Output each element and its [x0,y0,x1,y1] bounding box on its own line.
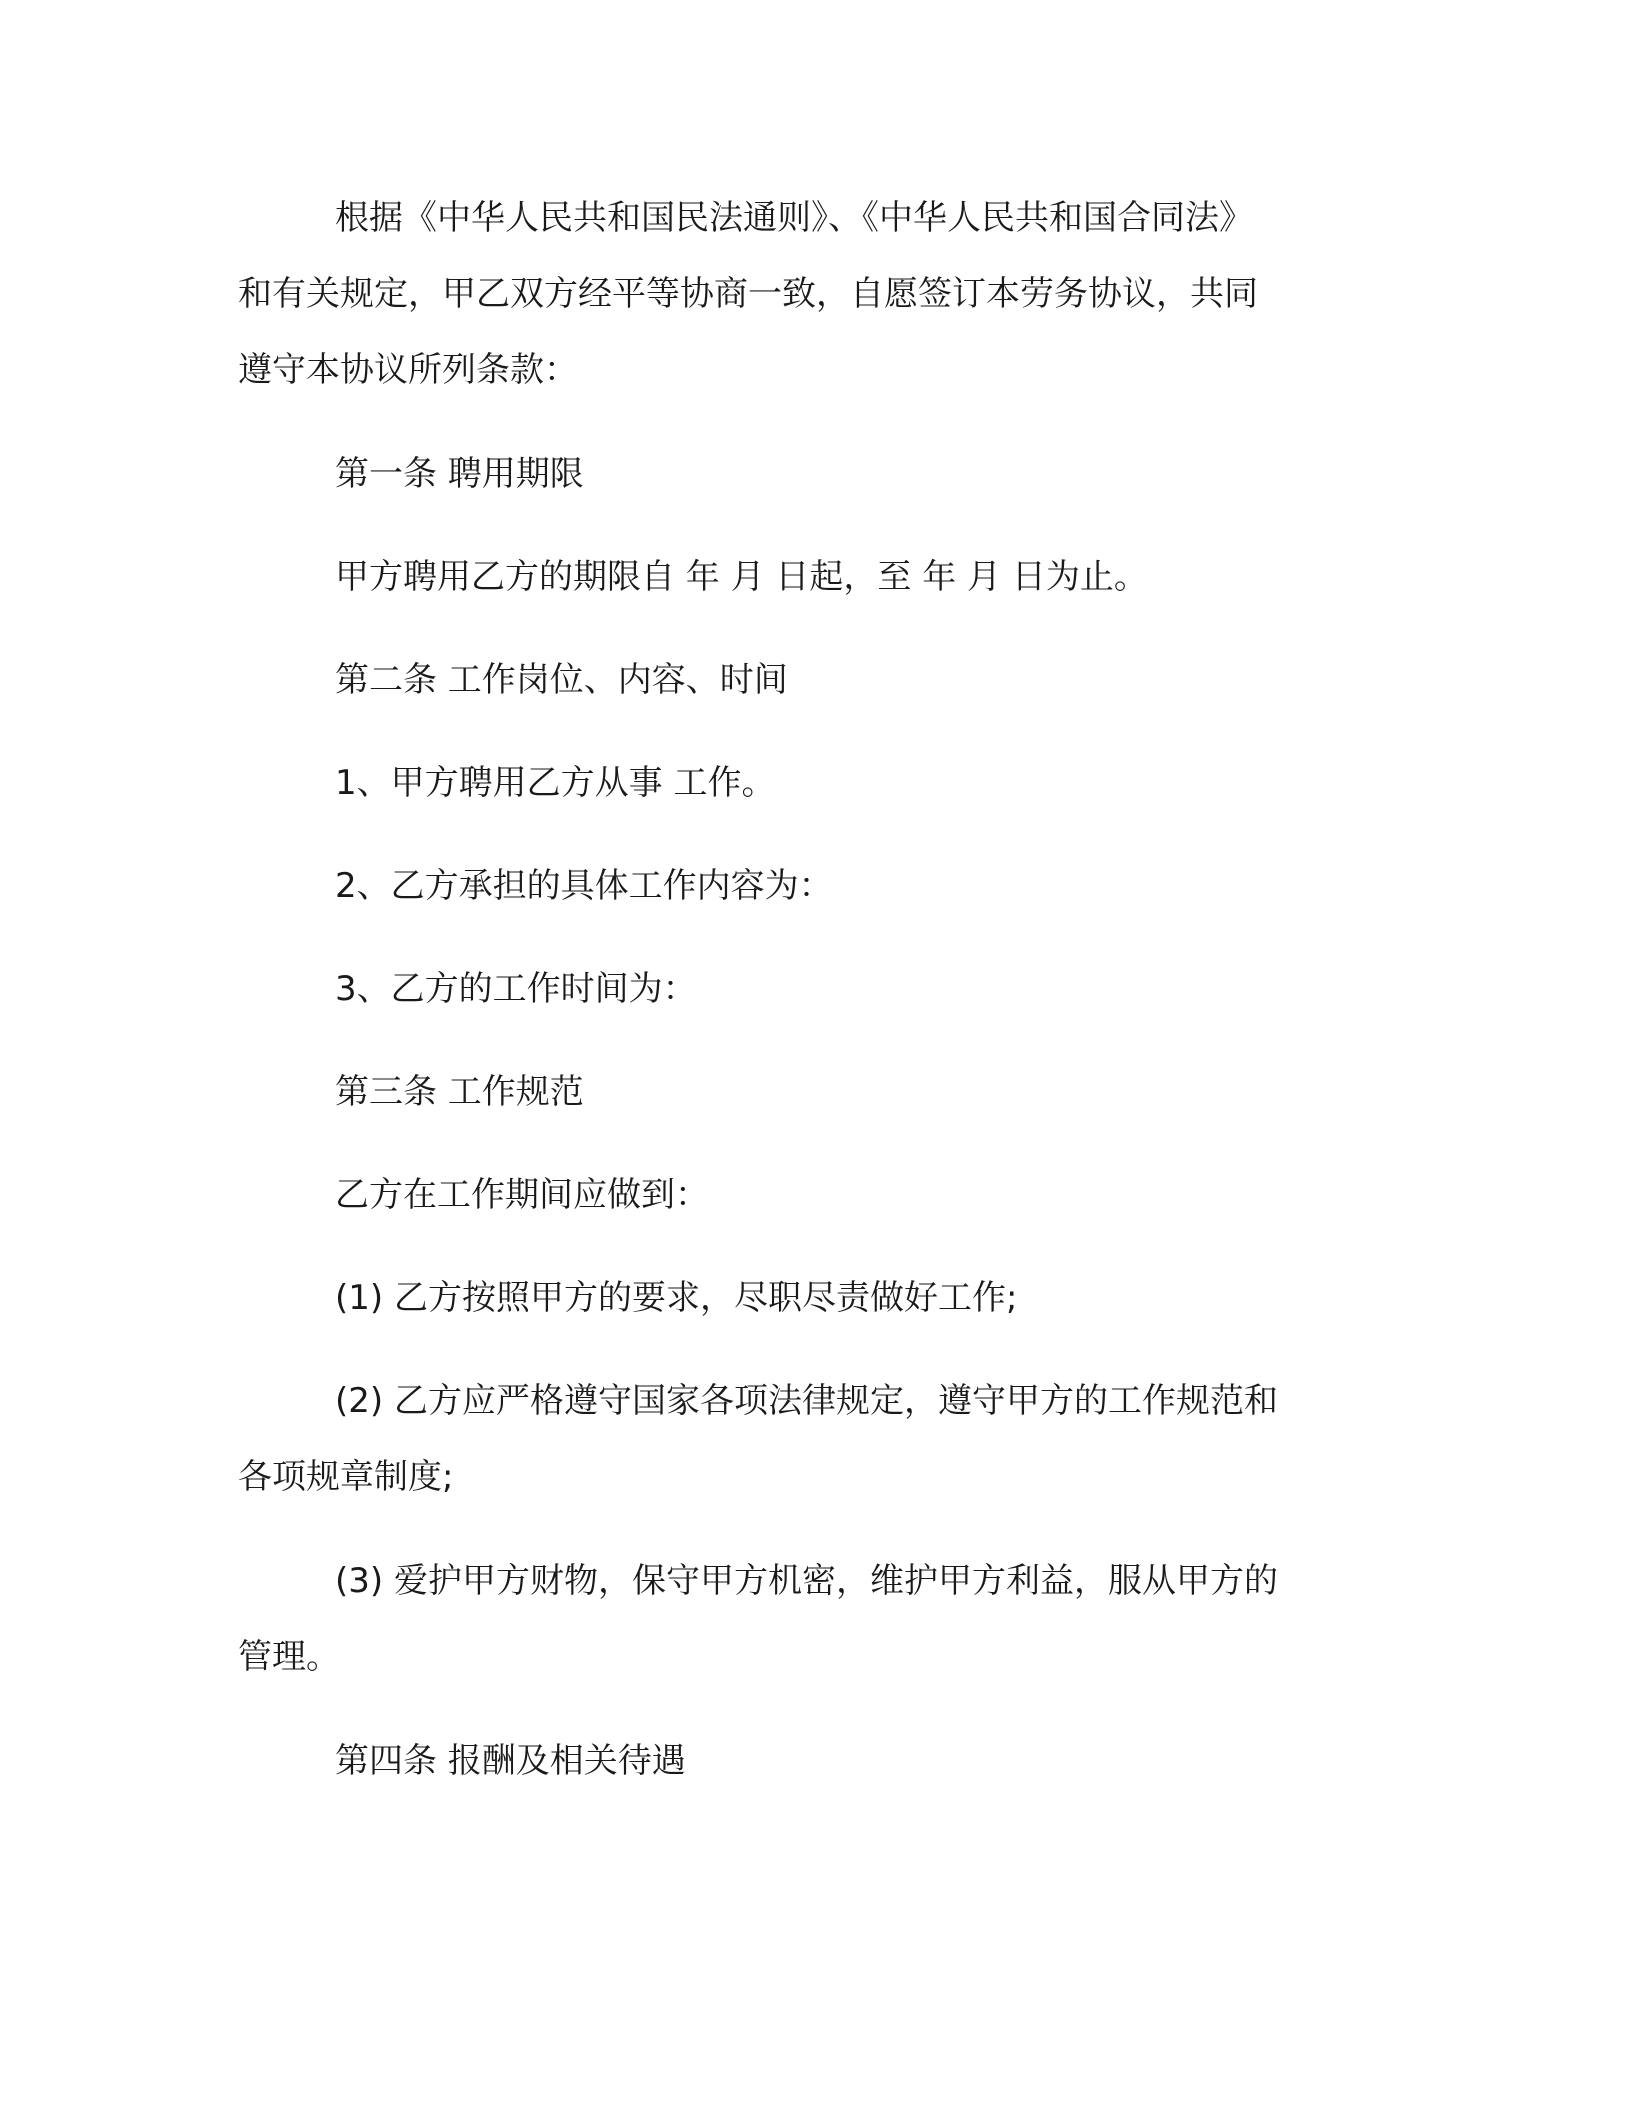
heading-text: 第三条 工作规范 [335,1072,584,1112]
text-line: 和有关规定，甲乙双方经平等协商一致，自愿签订本劳务协议，共同 [238,274,1258,314]
text-line: (2) 乙方应严格遵守国家各项法律规定，遵守甲方的工作规范和 [335,1381,1278,1421]
article-3-item-2 [238,1363,1358,1515]
text-line: 1、甲方聘用乙方从事 工作。 [335,763,776,803]
text-line: 管理。 [238,1637,340,1677]
text-line: 2、乙方承担的具体工作内容为： [335,866,833,906]
article-3-heading [335,1054,1455,1130]
heading-text: 第二条 工作岗位、内容、时间 [335,660,788,700]
article-1-term [335,539,1455,615]
article-3-item-3 [238,1543,1358,1695]
article-2-item-3 [335,951,1455,1027]
heading-text: 第一条 聘用期限 [335,454,584,494]
text-line: 各项规章制度; [238,1457,454,1497]
text-line: 3、乙方的工作时间为： [335,969,697,1009]
text-line: (1) 乙方按照甲方的要求，尽职尽责做好工作; [335,1278,1018,1318]
text-line: 根据《中华人民共和国民法通则》、《中华人民共和国合同法》 [335,198,1253,238]
article-1-heading [335,436,1455,512]
heading-text: 第四条 报酬及相关待遇 [335,1741,686,1781]
intro-paragraph [238,180,1358,408]
text-line: (3) 爱护甲方财物，保守甲方机密，维护甲方利益，服从甲方的 [335,1561,1278,1601]
text-line: 甲方聘用乙方的期限自 年 月 日起，至 年 月 日为止。 [335,557,1148,597]
article-2-item-2 [335,848,1455,924]
text-line: 乙方在工作期间应做到： [335,1175,709,1215]
article-3-item-1 [335,1260,1455,1336]
article-2-item-1 [335,745,1455,821]
text-line: 遵守本协议所列条款： [238,350,578,390]
article-3-intro [335,1157,1455,1233]
article-2-heading [335,642,1455,718]
article-4-heading [335,1723,1455,1799]
